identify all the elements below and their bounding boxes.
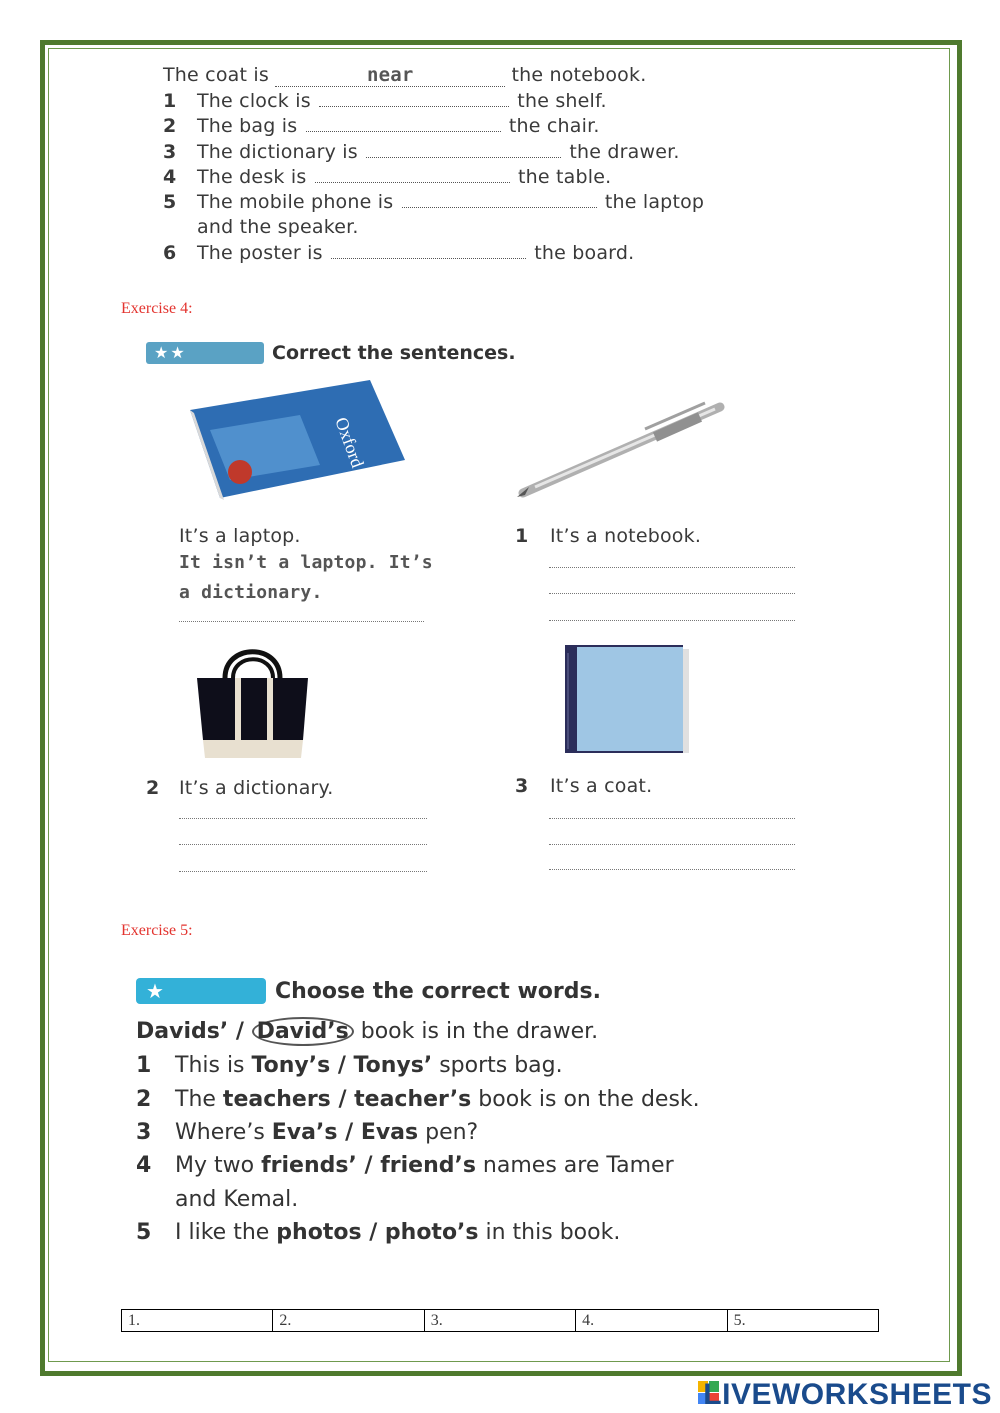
ex3-item-1-blank[interactable] <box>319 104 509 107</box>
ex5-item-3-option-2[interactable]: Evas <box>360 1120 419 1145</box>
ex4-item-3-number: 3 <box>515 775 529 797</box>
ex4-example-answer-line1: It isn’t a laptop. It’s <box>179 552 433 573</box>
difficulty-star-badge: ★ <box>136 978 266 1004</box>
ex3-item-2-number: 2 <box>163 115 177 137</box>
ex5-item-1-separator: / <box>330 1053 354 1078</box>
ex5-item-4-option-1[interactable]: friends’ <box>261 1153 357 1178</box>
ex4-item-2-answer-line[interactable] <box>179 844 427 845</box>
ex4-item-3-answer-line[interactable] <box>549 869 795 870</box>
answer-cell-3[interactable]: 3. <box>424 1310 575 1332</box>
ex3-item-3-post: the drawer. <box>569 141 680 163</box>
answer-cell-1[interactable]: 1. <box>122 1310 273 1332</box>
ex5-item-4-number: 4 <box>136 1153 152 1178</box>
ex5-item-1 <box>175 1053 563 1078</box>
ex3-example-pre: The coat is <box>163 64 269 86</box>
ex5-item-5 <box>175 1220 620 1245</box>
ex5-example-option-2-circled: David’s <box>252 1017 354 1046</box>
ex3-item-6-pre: The poster is <box>197 242 323 264</box>
ex4-example-answer-blank <box>179 621 424 622</box>
exercise-4-instruction: Correct the sentences. <box>272 342 516 364</box>
ex3-item-3-blank[interactable] <box>366 155 561 158</box>
ex4-item-1-answer-line[interactable] <box>549 593 795 594</box>
ex4-item-1-number: 1 <box>515 525 529 547</box>
ex3-item-3 <box>197 141 680 163</box>
ex5-item-3-number: 3 <box>136 1120 152 1145</box>
ex5-item-4-option-2[interactable]: friend’s <box>380 1153 476 1178</box>
ex4-item-2-answer-line[interactable] <box>179 871 427 872</box>
ex5-item-4-continued: and Kemal. <box>175 1187 299 1212</box>
answer-table <box>121 1309 879 1332</box>
ex3-item-1 <box>197 90 607 112</box>
exercise-5-label: Exercise 5: <box>121 922 193 939</box>
ex4-item-1-sentence: It’s a notebook. <box>550 525 702 547</box>
ex5-example <box>136 1019 598 1044</box>
ex5-example-option-1: Davids’ <box>136 1019 229 1044</box>
ex5-item-2-post: book is on the desk. <box>471 1087 700 1112</box>
tote-bag-image <box>195 648 315 763</box>
ex3-item-2-blank[interactable] <box>306 129 501 132</box>
exercise-5-instruction: Choose the correct words. <box>275 979 601 1004</box>
ex3-item-6-post: the board. <box>534 242 635 264</box>
ex5-item-5-option-2[interactable]: photo’s <box>384 1220 479 1245</box>
liveworksheets-brand: LIVEWORKSHEETS <box>703 1378 992 1411</box>
ex4-item-3-sentence: It’s a coat. <box>550 775 653 797</box>
ex5-item-3-separator: / <box>337 1120 361 1145</box>
ex3-item-3-number: 3 <box>163 141 177 163</box>
pen-image <box>515 395 735 505</box>
ex3-example-post: the notebook. <box>511 64 647 86</box>
ex5-item-1-post: sports bag. <box>432 1053 563 1078</box>
answer-cell-5[interactable]: 5. <box>727 1310 878 1332</box>
ex4-example-sentence: It’s a laptop. <box>179 525 301 547</box>
ex3-item-6 <box>197 242 634 264</box>
ex4-item-1-answer-line[interactable] <box>549 567 795 568</box>
ex3-item-5-post: the laptop <box>604 191 705 213</box>
answer-cell-2[interactable]: 2. <box>273 1310 424 1332</box>
ex3-item-5-pre: The mobile phone is <box>197 191 394 213</box>
ex3-example-answer: near <box>275 64 505 87</box>
dictionary-title: Oxford <box>331 414 368 471</box>
ex5-item-2 <box>175 1087 700 1112</box>
ex3-item-4-pre: The desk is <box>197 166 307 188</box>
ex5-item-4-post: names are Tamer <box>475 1153 674 1178</box>
ex3-item-5 <box>197 191 704 213</box>
dictionary-image <box>180 380 410 500</box>
ex5-item-2-option-1[interactable]: teachers <box>222 1087 331 1112</box>
ex5-item-2-separator: / <box>330 1087 355 1112</box>
ex4-item-2-answer-line[interactable] <box>179 818 427 819</box>
ex5-item-4-separator: / <box>356 1153 381 1178</box>
ex3-item-6-number: 6 <box>163 242 177 264</box>
ex4-item-1-answer-line[interactable] <box>549 620 795 621</box>
ex3-item-2-post: the chair. <box>508 115 600 137</box>
answer-cell-4[interactable]: 4. <box>576 1310 727 1332</box>
ex5-item-2-number: 2 <box>136 1087 152 1112</box>
ex3-item-1-pre: The clock is <box>197 90 311 112</box>
ex3-item-2 <box>197 115 600 137</box>
ex5-item-4 <box>175 1153 674 1178</box>
ex4-example-answer-line2: a dictionary. <box>179 582 323 603</box>
ex3-example <box>163 64 646 87</box>
ex5-item-2-option-2[interactable]: teacher’s <box>354 1087 472 1112</box>
ex4-item-2-number: 2 <box>146 777 160 799</box>
ex3-item-3-pre: The dictionary is <box>197 141 358 163</box>
ex4-item-3-answer-line[interactable] <box>549 818 795 819</box>
ex3-item-4-blank[interactable] <box>315 180 510 183</box>
difficulty-stars-badge: ★★ <box>146 342 264 364</box>
ex5-example-separator: / <box>228 1019 252 1044</box>
ex5-item-5-option-1[interactable]: photos <box>276 1220 362 1245</box>
ex3-item-1-post: the shelf. <box>517 90 607 112</box>
ex5-example-rest: book is in the drawer. <box>353 1019 599 1044</box>
ex5-item-3-post: pen? <box>418 1120 479 1145</box>
ex3-item-2-pre: The bag is <box>197 115 298 137</box>
ex3-item-4-number: 4 <box>163 166 177 188</box>
ex5-item-3-option-1[interactable]: Eva’s <box>271 1120 338 1145</box>
ex5-item-5-separator: / <box>361 1220 385 1245</box>
ex5-item-1-option-1[interactable]: Tony’s <box>251 1053 331 1078</box>
ex4-item-2-sentence: It’s a dictionary. <box>179 777 334 799</box>
ex5-item-5-post: in this book. <box>478 1220 621 1245</box>
ex5-item-1-number: 1 <box>136 1053 152 1078</box>
ex5-item-3 <box>175 1120 478 1145</box>
exercise-4-label: Exercise 4: <box>121 300 193 317</box>
ex3-item-4-post: the table. <box>517 166 612 188</box>
ex5-item-3-pre: Where’s <box>175 1120 272 1145</box>
notebook-image <box>563 643 693 758</box>
ex5-item-5-number: 5 <box>136 1220 152 1245</box>
ex4-item-3-answer-line[interactable] <box>549 844 795 845</box>
ex5-item-4-pre: My two <box>175 1153 262 1178</box>
ex5-item-1-pre: This is <box>175 1053 252 1078</box>
ex3-item-5-number: 5 <box>163 191 177 213</box>
ex3-item-6-blank[interactable] <box>331 256 526 259</box>
ex3-item-5-continued: and the speaker. <box>197 216 359 238</box>
ex5-item-1-option-2[interactable]: Tonys’ <box>353 1053 433 1078</box>
ex3-item-5-blank[interactable] <box>402 205 597 208</box>
ex3-item-1-number: 1 <box>163 90 177 112</box>
ex3-item-4 <box>197 166 611 188</box>
answer-table-row <box>122 1310 879 1332</box>
ex5-item-2-pre: The <box>175 1087 223 1112</box>
ex5-item-5-pre: I like the <box>175 1220 277 1245</box>
